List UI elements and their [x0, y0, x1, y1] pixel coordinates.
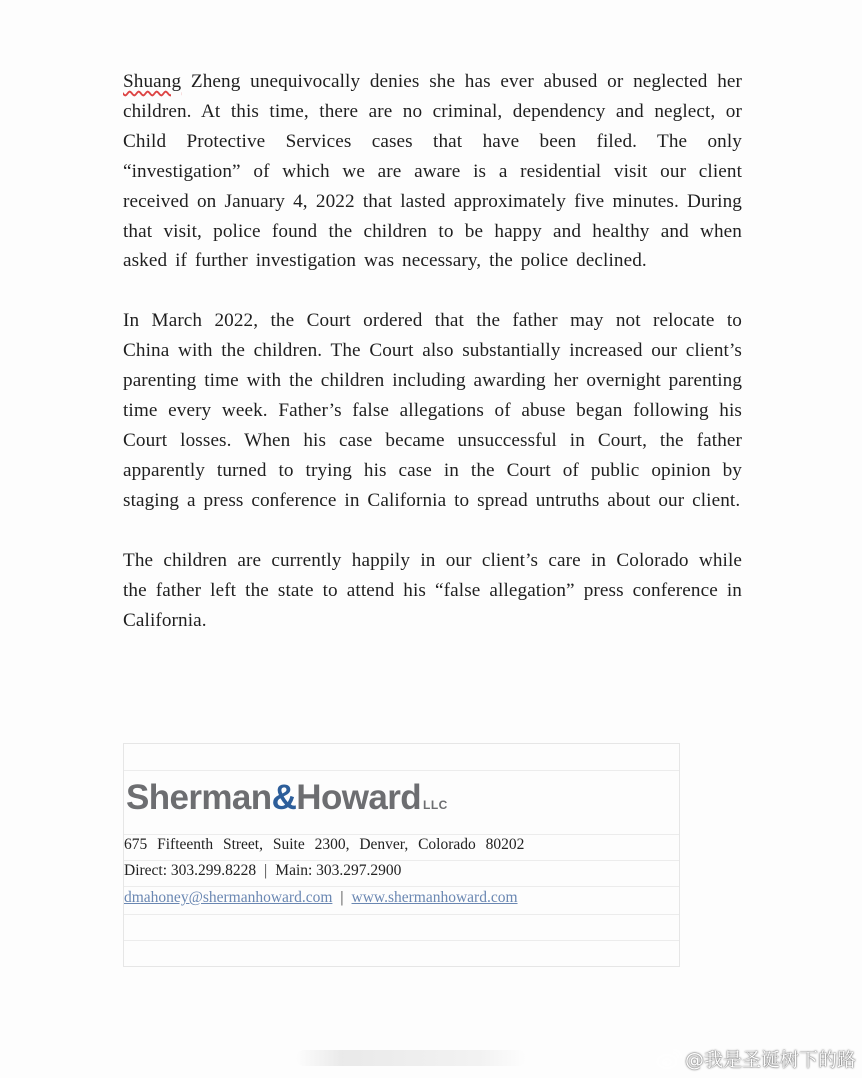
link-separator: | [340, 889, 344, 906]
paragraph-3: The children are currently happily in our client’s care in Colorado while the father left the state to attend his “false allegation” press conference in California. [123, 549, 742, 631]
signature-divider [124, 834, 679, 835]
main-phone: Main: 303.297.2900 [275, 862, 402, 879]
weibo-watermark [656, 1045, 856, 1072]
signature-divider [124, 860, 679, 861]
firm-logo [126, 778, 448, 818]
scan-smudge [296, 1050, 526, 1066]
logo-word-howard: Howard [296, 778, 422, 817]
logo-llc: LLC [423, 798, 448, 812]
weibo-icon [656, 1049, 682, 1069]
direct-phone: Direct: 303.299.8228 [124, 862, 257, 879]
phone-numbers [124, 862, 401, 880]
signature-block [123, 743, 680, 967]
email-link[interactable]: dmahoney@shermanhoward.com [124, 889, 333, 906]
letter-body [123, 67, 742, 665]
paragraph-2: In March 2022, the Court ordered that the father may not relocate to China with the children. The Court also substantially increased our client’s parenting time with the children including awarding her overnight parenting time every week. Father’s false allegations of abuse began following his Court losses. When his case became unsuccessful in Court, the father apparently turned to trying his case in the Court of public opinion by staging a press conference in California to spread untruths about our client. [123, 310, 743, 511]
signature-divider [124, 940, 679, 941]
client-name: Shuang [123, 71, 182, 92]
website-link[interactable]: www.shermanhoward.com [351, 889, 518, 906]
logo-ampersand: & [271, 778, 297, 817]
phone-separator: | [264, 862, 268, 879]
signature-divider [124, 770, 679, 771]
firm-address: 675 Fifteenth Street, Suite 2300, Denver, Colorado 80202 [124, 836, 525, 853]
contact-links [124, 889, 518, 907]
paragraph-1-text: Zheng unequivocally denies she has ever abused or neglected her children. At this time, there are no criminal, dependency and neglect, or Child Protective Services cases that have been filed. The only “investigation” of which we are aware is a residential visit our client received on January 4, 2022 that lasted approximately five minutes. During that visit, police found the children to be happy and healthy and when asked if further investigation was necessary, the police declined. [123, 71, 742, 272]
signature-divider [124, 886, 679, 887]
watermark-text: @我是圣诞树下的路 [684, 1049, 856, 1071]
signature-divider [124, 914, 679, 915]
logo-word-sherman: Sherman [126, 778, 272, 817]
paragraph-1 [123, 67, 742, 276]
